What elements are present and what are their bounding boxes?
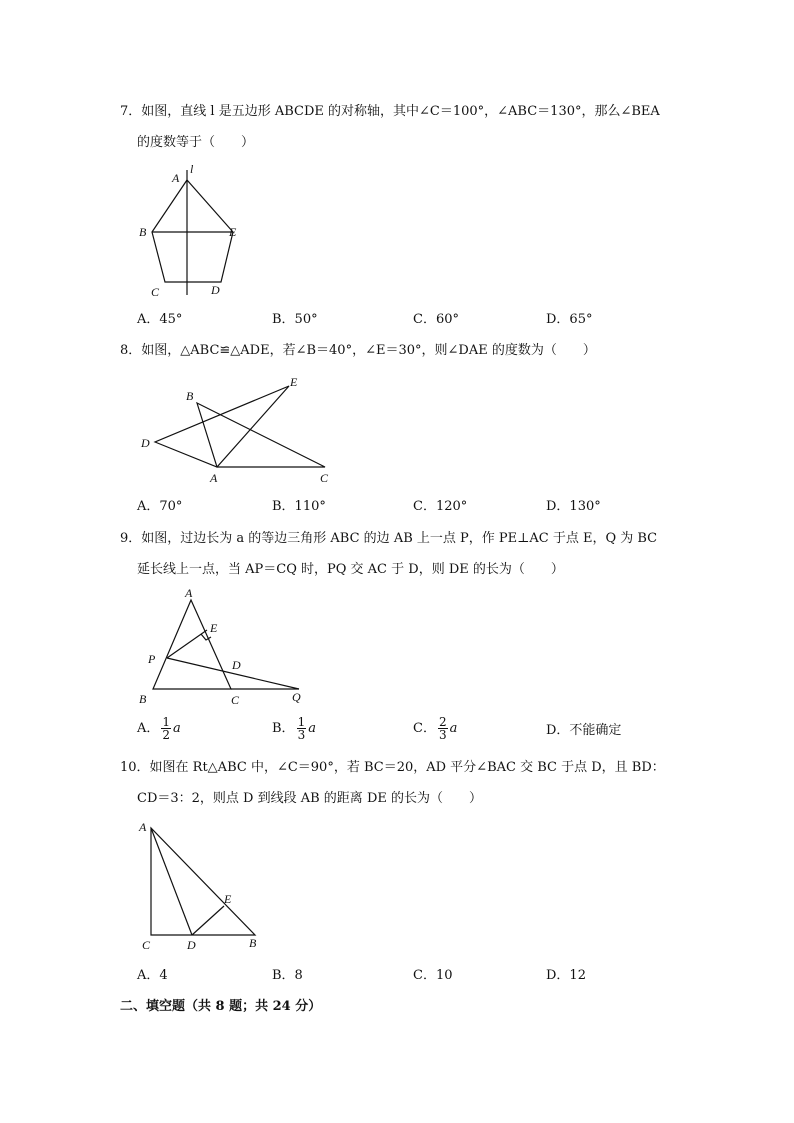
label-a: A <box>185 586 193 600</box>
q9-option-d: D．不能确定 <box>546 723 622 738</box>
bisector-ad <box>151 828 192 935</box>
q7-stem-line1: 7．如图，直线 l 是五边形 ABCDE 的对称轴，其中∠C＝100°，∠ABC＝130°，那么∠BEA <box>120 104 660 119</box>
section-title: 二、填空题（共 8 题；共 24 分） <box>120 999 322 1014</box>
q7-option-c: C．60° <box>413 312 459 327</box>
label-c: C <box>320 471 329 485</box>
q10-option-c: C．10 <box>413 968 453 983</box>
q7-pentagon-figure <box>130 160 250 305</box>
label-e: E <box>229 225 237 239</box>
pentagon-abcde <box>152 180 233 282</box>
label-a: A <box>139 820 147 834</box>
label-d: D <box>211 283 220 297</box>
label-l: l <box>190 162 194 176</box>
label-e: E <box>290 375 298 389</box>
q10-right-triangle-figure <box>130 815 270 955</box>
q10-stem-line1: 10．如图在 Rt△ABC 中，∠C＝90°，若 BC＝20，AD 平分∠BAC 交 BC 于点 D，且 BD： <box>120 760 665 775</box>
label-a: A <box>210 471 218 485</box>
label-c: C <box>231 693 240 707</box>
label-b: B <box>139 692 147 706</box>
triangle-ade <box>155 386 289 467</box>
q9-option-a: A． $\frac{1}{2}$ a <box>137 715 181 742</box>
q7-stem-line2: 的度数等于（ ） <box>137 135 255 150</box>
triangle-abc <box>151 828 255 935</box>
q7-option-d: D．65° <box>546 312 593 327</box>
q10-option-b: B．8 <box>272 968 303 983</box>
label-d: D <box>232 658 241 672</box>
q8-option-d: D．130° <box>546 499 601 514</box>
q9-option-c: C． $\frac{2}{3}$ a <box>413 715 458 742</box>
label-a: A <box>172 171 180 185</box>
q8-stem-line1: 8．如图，△ABC≌△ADE，若∠B＝40°，∠E＝30°，则∠DAE 的度数为（ ） <box>120 343 596 358</box>
label-c: C <box>142 938 151 952</box>
triangle-abc <box>153 600 231 689</box>
q9-stem-line2: 延长线上一点，当 AP＝CQ 时，PQ 交 AC 于 D，则 DE 的长为（ ） <box>137 562 564 577</box>
label-q: Q <box>292 690 301 704</box>
q7-option-b: B．50° <box>272 312 318 327</box>
label-d: D <box>187 938 196 952</box>
label-b: B <box>186 389 194 403</box>
label-p: P <box>148 652 156 666</box>
q10-option-a: A．4 <box>137 968 168 983</box>
triangle-abc <box>197 403 325 467</box>
label-c: C <box>151 285 160 299</box>
label-b: B <box>249 936 257 950</box>
perpendicular-de <box>192 906 224 935</box>
q8-option-a: A．70° <box>137 499 183 514</box>
label-e: E <box>224 892 232 906</box>
q10-option-d: D．12 <box>546 968 586 983</box>
q8-triangles-figure <box>135 370 345 490</box>
label-d: D <box>141 436 150 450</box>
q7-option-a: A．45° <box>137 312 183 327</box>
q8-option-c: C．120° <box>413 499 468 514</box>
q8-option-b: B．110° <box>272 499 326 514</box>
q10-stem-line2: CD＝3：2，则点 D 到线段 AB 的距离 DE 的长为（ ） <box>137 791 482 806</box>
q9-stem-line1: 9．如图，过边长为 a 的等边三角形 ABC 的边 AB 上一点 P，作 PE⊥AC 于点 E，Q 为 BC <box>120 531 658 546</box>
label-b: B <box>139 225 147 239</box>
q9-option-b: B． $\frac{1}{3}$ a <box>272 715 316 742</box>
label-e: E <box>210 621 218 635</box>
q9-equilateral-figure <box>135 585 315 710</box>
